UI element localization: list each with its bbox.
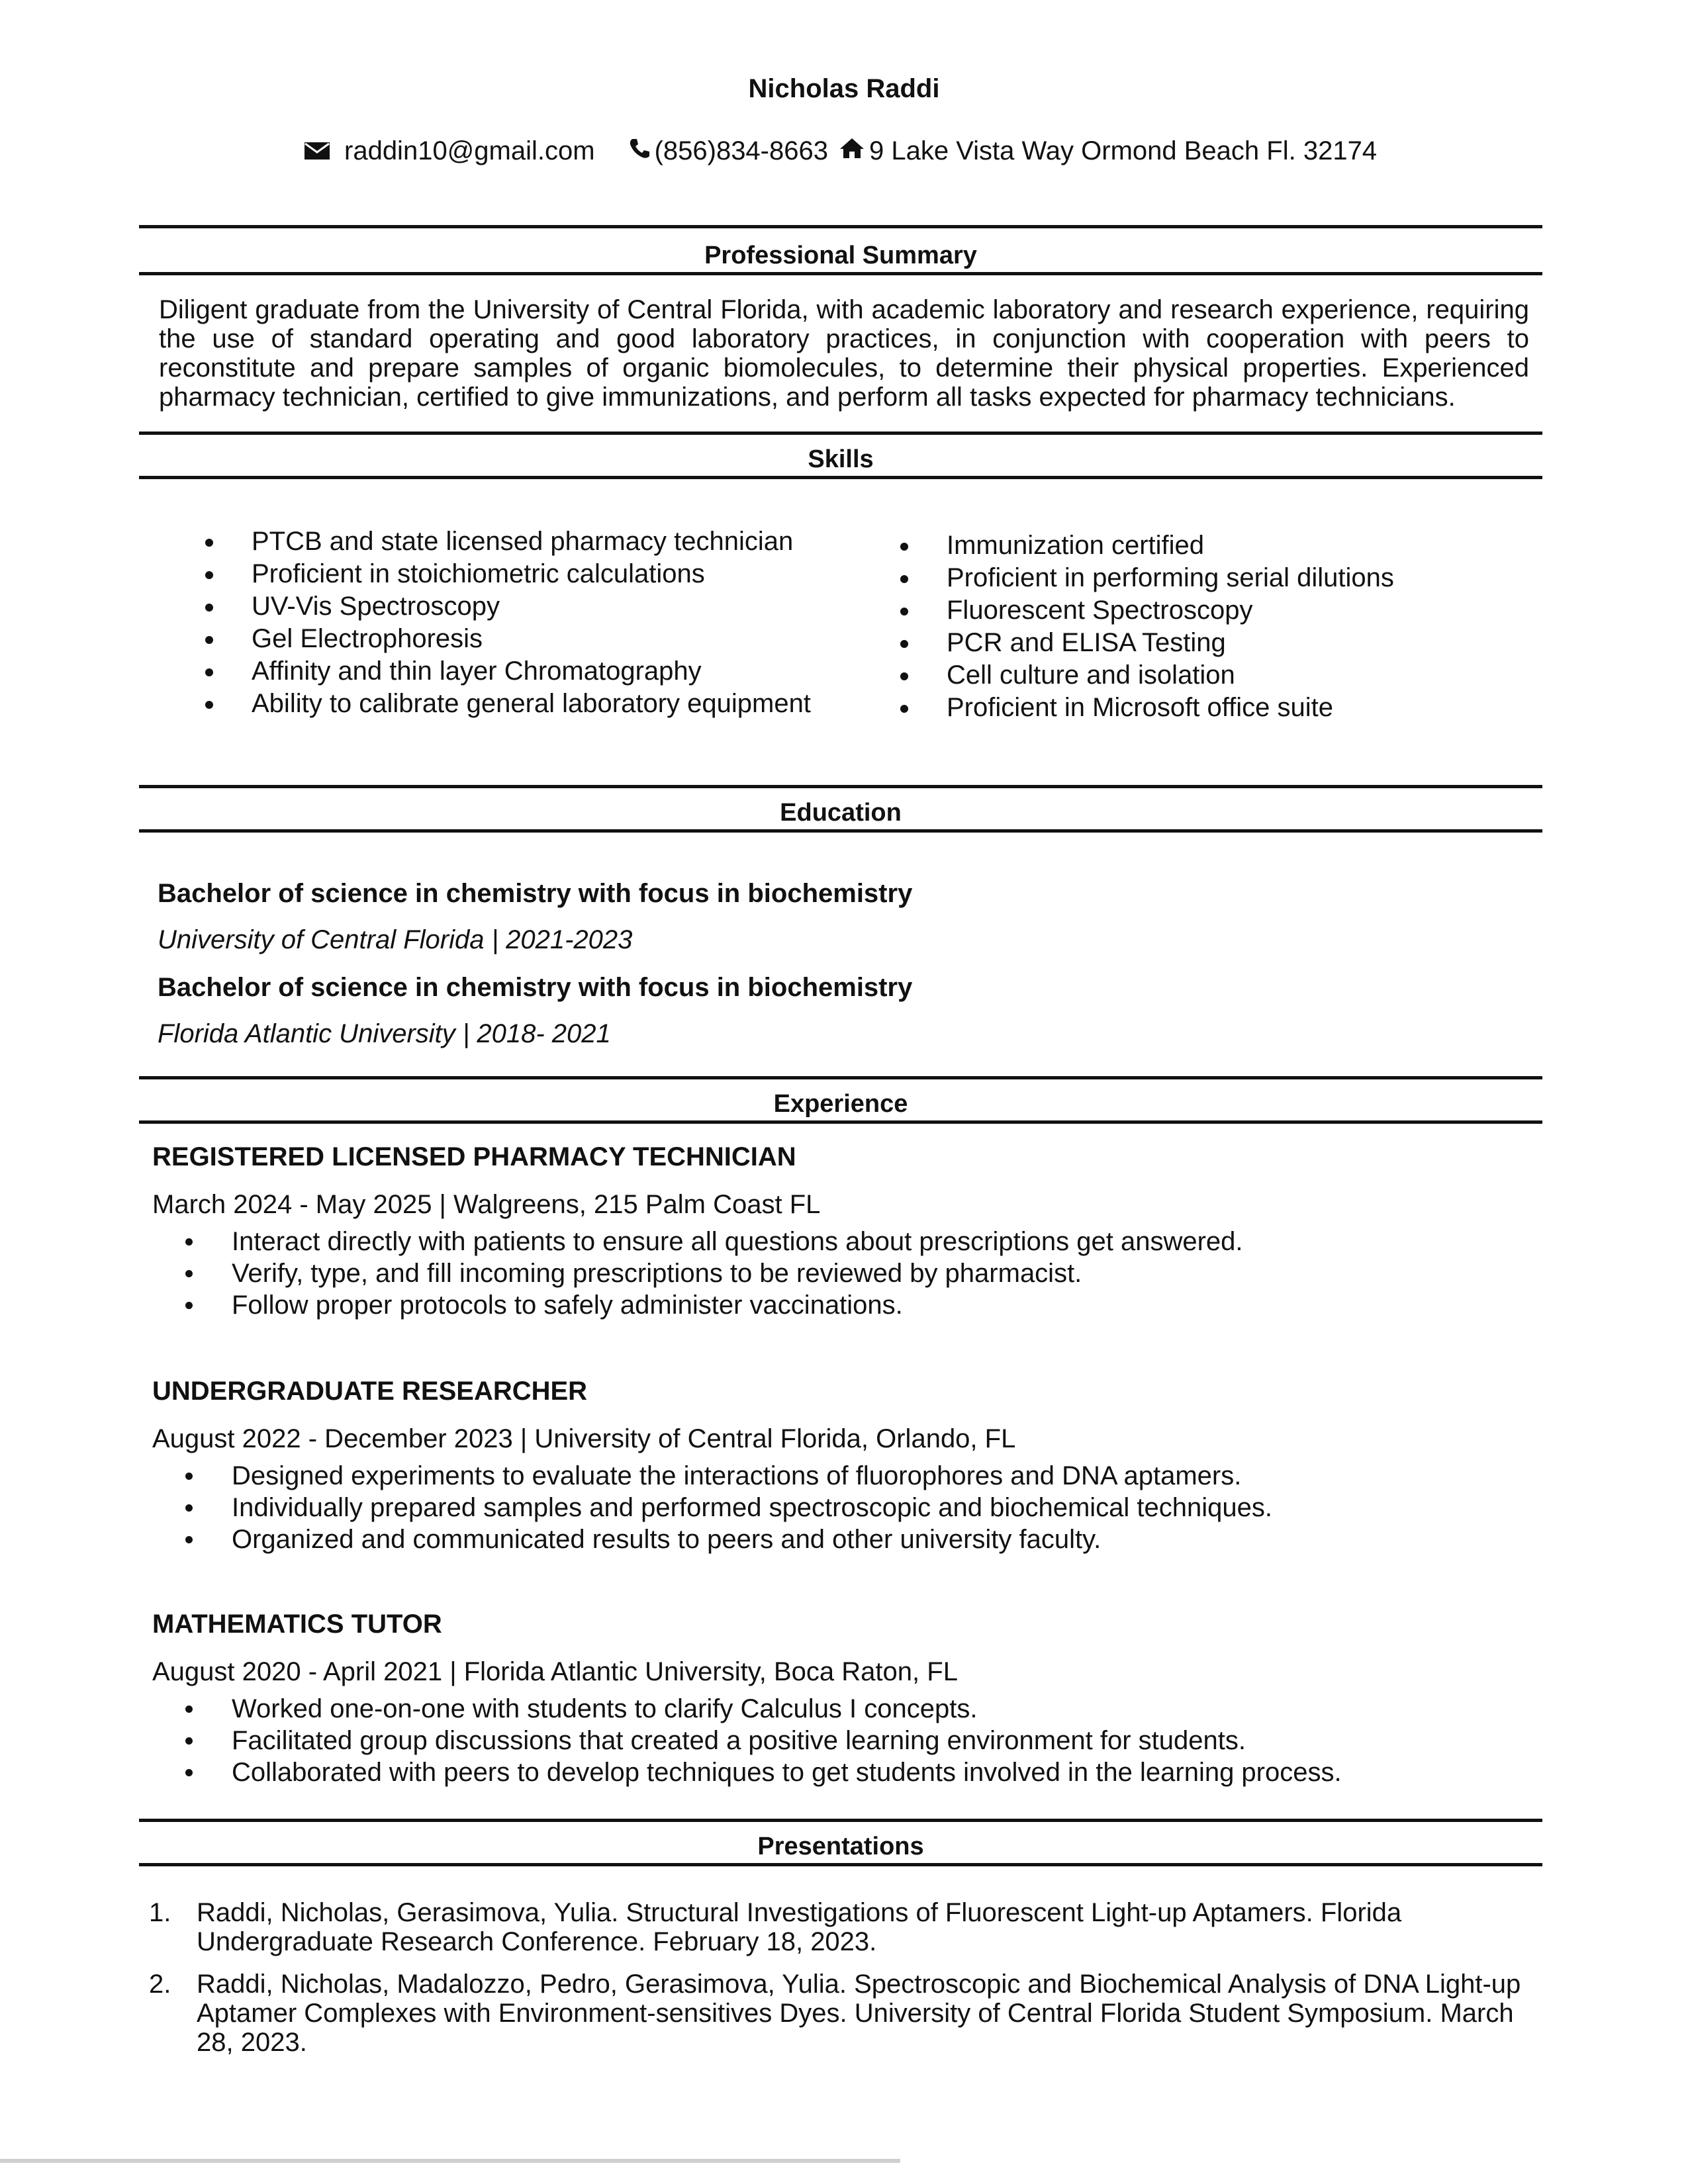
education-entry [158, 874, 912, 968]
divider [139, 476, 1542, 479]
job-title: UNDERGRADUATE RESEARCHER [152, 1377, 588, 1406]
presentation-entry [149, 1898, 1526, 1956]
section-title-education: Education [780, 799, 902, 827]
section-title-summary: Professional Summary [704, 242, 977, 269]
job-bullet: Interact directly with patients to ensure all questions about prescriptions get answered. [152, 1226, 1243, 1257]
divider [139, 1120, 1542, 1124]
school-line: Florida Atlantic University | 2018- 2021 [158, 1019, 611, 1048]
job-bullet: Collaborated with peers to develop techniques to get students involved in the learning process. [152, 1756, 1342, 1788]
skill-item: UV-Vis Spectroscopy [205, 590, 811, 623]
summary-section-header [139, 225, 1542, 275]
section-title-presentations: Presentations [757, 1833, 924, 1860]
envelope-icon [305, 138, 330, 165]
job-bullet: Individually prepared samples and performed spectroscopic and biochemical techniques. [152, 1492, 1272, 1524]
degree-title: Bachelor of science in chemistry with focus in biochemistry [158, 973, 913, 1002]
skill-item: PCR and ELISA Testing [900, 627, 1394, 659]
contact-line [305, 136, 1377, 166]
divider [139, 785, 1542, 788]
job-title: MATHEMATICS TUTOR [152, 1610, 442, 1639]
skill-item: Immunization certified [900, 529, 1394, 562]
job-bullet: Follow proper protocols to safely administer vaccinations. [152, 1289, 1243, 1321]
experience-section-header [139, 1076, 1542, 1124]
address-text: 9 Lake Vista Way Ormond Beach Fl. 32174 [868, 136, 1378, 165]
divider [139, 272, 1542, 275]
presentation-number: 2. [149, 1970, 171, 1999]
school-line: University of Central Florida | 2021-2023 [158, 925, 633, 954]
section-title-skills: Skills [808, 445, 874, 473]
presentation-number: 1. [149, 1898, 171, 1927]
job-title: REGISTERED LICENSED PHARMACY TECHNICIAN [152, 1142, 796, 1171]
job-bullet: Worked one-on-one with students to clarify Calculus I concepts. [152, 1693, 1342, 1725]
skill-item: PTCB and state licensed pharmacy technician [205, 525, 811, 558]
home-icon [839, 137, 865, 165]
job-bullet: Designed experiments to evaluate the interactions of fluorophores and DNA aptamers. [152, 1460, 1272, 1492]
education-list [158, 874, 912, 1062]
divider [139, 829, 1542, 833]
skill-item: Ability to calibrate general laboratory equipment [205, 688, 811, 720]
job-entry [152, 1606, 1342, 1788]
skills-right-column [900, 529, 1394, 724]
degree-title: Bachelor of science in chemistry with focus in biochemistry [158, 879, 913, 908]
divider [139, 225, 1542, 228]
job-dates-employer: August 2020 - April 2021 | Florida Atlantic University, Boca Raton, FL [152, 1657, 958, 1686]
divider [139, 1819, 1542, 1822]
skill-item: Fluorescent Spectroscopy [900, 594, 1394, 627]
job-entry [152, 1373, 1272, 1555]
section-title-experience: Experience [773, 1090, 908, 1118]
presentation-entry [149, 1970, 1526, 2057]
phone-text: (856)834-8663 [654, 136, 828, 165]
job-entry [152, 1138, 1243, 1321]
job-bullet: Organized and communicated results to peers and other university faculty. [152, 1524, 1272, 1555]
divider [139, 1076, 1542, 1079]
candidate-name: Nicholas Raddi [748, 74, 940, 103]
skill-item: Proficient in stoichiometric calculations [205, 558, 811, 590]
email-text: raddin10@gmail.com [344, 136, 595, 165]
skill-item: Cell culture and isolation [900, 659, 1394, 692]
skills-section-header [139, 432, 1542, 479]
presentation-text: Raddi, Nicholas, Gerasimova, Yulia. Structural Investigations of Fluorescent Light-up Aptamers. Florida Undergraduate Research Conference. February 18, 2023. [197, 1898, 1402, 1956]
skill-item: Gel Electrophoresis [205, 623, 811, 655]
job-bullet: Facilitated group discussions that created a positive learning environment for students. [152, 1725, 1342, 1756]
skill-item: Proficient in Microsoft office suite [900, 692, 1394, 724]
scan-artifact-line [0, 2159, 900, 2163]
presentations-list [149, 1898, 1526, 2070]
divider [139, 432, 1542, 435]
education-section-header [139, 785, 1542, 833]
skill-item: Proficient in performing serial dilutions [900, 562, 1394, 594]
professional-summary: Diligent graduate from the University of Central Florida, with academic laboratory and research experience, requiring the use of standard operating and good laboratory practices, in conjunction with cooperation with peers to reconstitute and prepare samples of organic biomolecules, to determine their physical properties. Experienced pharmacy technician, certified to give immunizations, and perform all tasks expected for pharmacy technicians. [159, 295, 1529, 412]
phone-icon [628, 137, 651, 165]
presentation-text: Raddi, Nicholas, Madalozzo, Pedro, Gerasimova, Yulia. Spectroscopic and Biochemical Analysis of DNA Light-up Aptamer Complexes with Environment-sensitives Dyes. University of Central Florida Student Symposium. March 28, 2023. [197, 1970, 1521, 2057]
skills-left-column [205, 525, 811, 720]
skill-item: Affinity and thin layer Chromatography [205, 655, 811, 688]
divider [139, 1863, 1542, 1866]
presentations-section-header [139, 1819, 1542, 1866]
job-bullet: Verify, type, and fill incoming prescriptions to be reviewed by pharmacist. [152, 1257, 1243, 1289]
education-entry [158, 968, 912, 1062]
job-dates-employer: August 2022 - December 2023 | University of Central Florida, Orlando, FL [152, 1424, 1016, 1453]
job-dates-employer: March 2024 - May 2025 | Walgreens, 215 Palm Coast FL [152, 1190, 821, 1219]
